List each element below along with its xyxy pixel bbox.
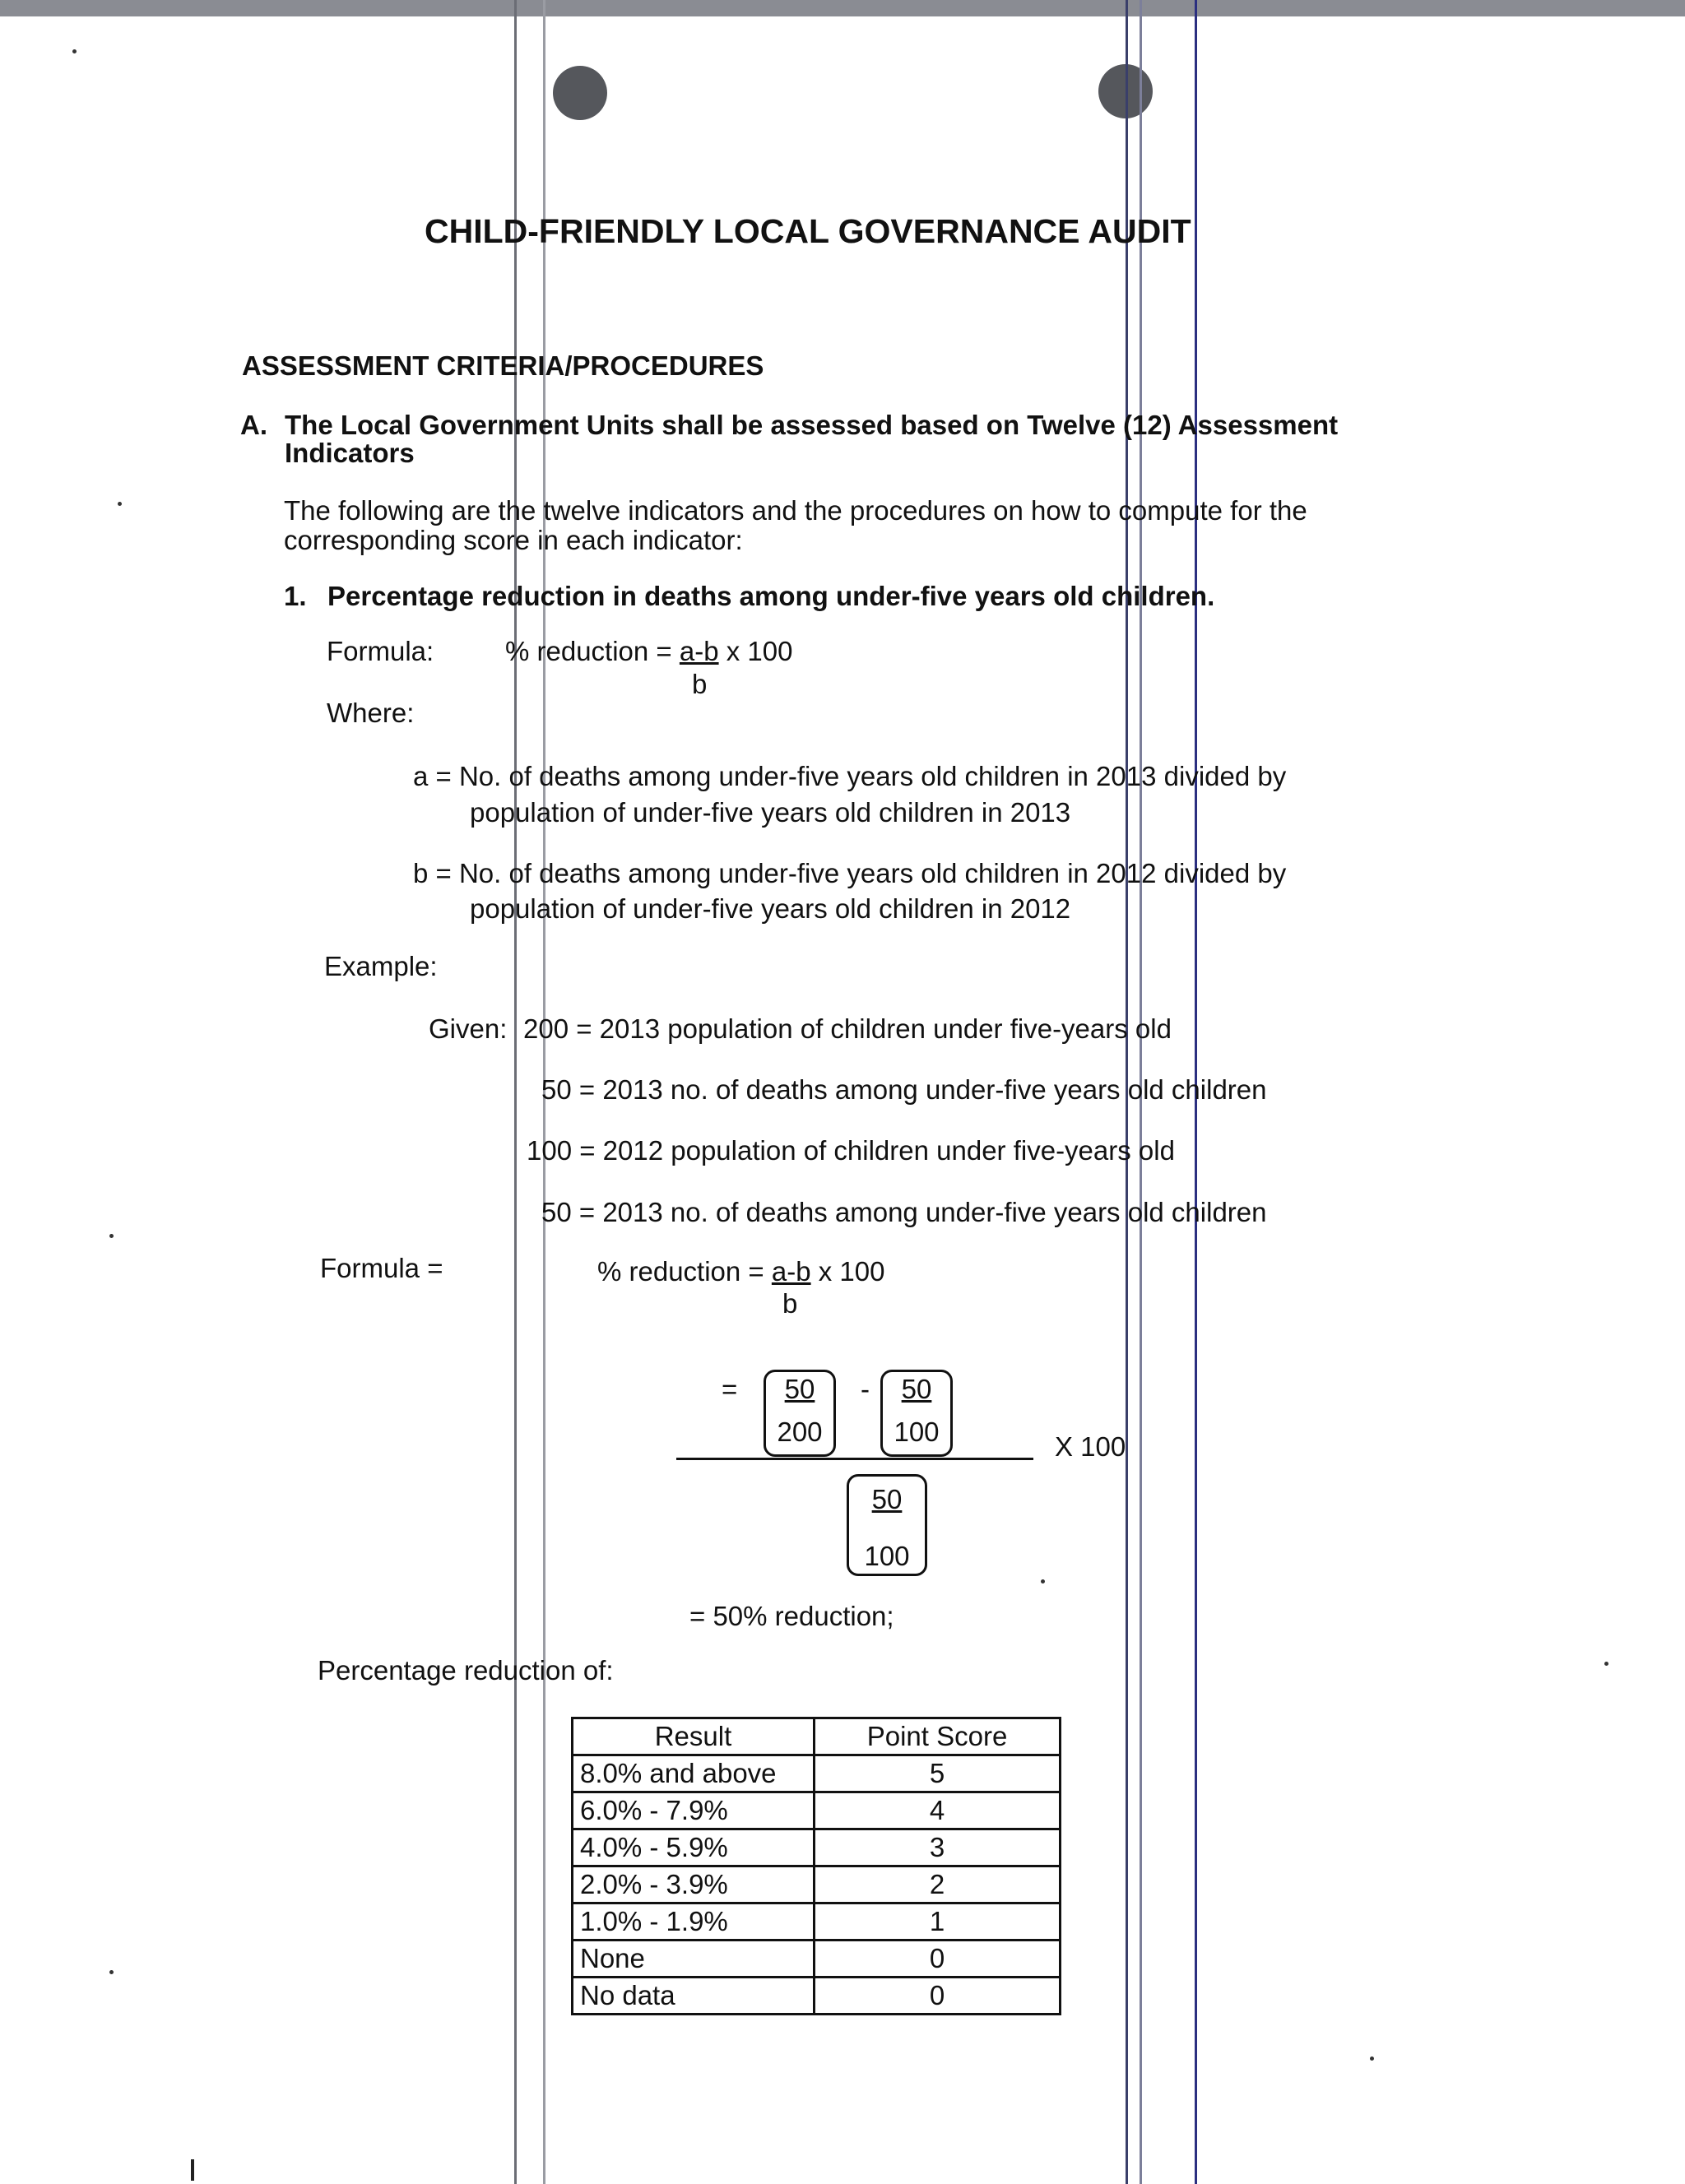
- table-cell-score: 5: [815, 1755, 1061, 1792]
- formula-label: Formula:: [327, 636, 434, 666]
- punch-hole-left: [553, 66, 607, 120]
- example-label: Example:: [324, 951, 438, 981]
- table-cell-score: 3: [815, 1829, 1061, 1866]
- table-cell-result: 8.0% and above: [573, 1755, 815, 1792]
- scan-speck: [72, 49, 77, 53]
- scan-mark: [191, 2159, 194, 2181]
- given-line: 200 = 2013 population of children under five-years old: [523, 1013, 1172, 1044]
- calc-denominator-2: 100: [894, 1417, 940, 1447]
- section-heading: ASSESSMENT CRITERIA/PROCEDURES: [242, 350, 764, 381]
- formula-denominator: b: [692, 669, 708, 699]
- calc-times: X 100: [1055, 1431, 1126, 1462]
- calc-fraction-bar: [676, 1458, 1033, 1460]
- table-cell-result: None: [573, 1941, 815, 1978]
- item-a-text-line1: The Local Government Units shall be assessed based on Twelve (12) Assessment: [285, 410, 1339, 440]
- scan-top-edge: [0, 0, 1685, 16]
- formula2-denominator: b: [782, 1288, 798, 1319]
- given-label: Given:: [429, 1013, 508, 1044]
- table-row: [573, 1978, 1061, 2015]
- calc-numerator-3: 50: [871, 1484, 903, 1514]
- formula-expression: [505, 636, 792, 667]
- scan-speck: [118, 502, 122, 506]
- table-row: [573, 1903, 1061, 1941]
- intro-line2: corresponding score in each indicator:: [284, 525, 743, 555]
- formula-lhs: % reduction =: [505, 636, 680, 666]
- item-a-text-line2: Indicators: [285, 438, 415, 468]
- table-header-result: Result: [573, 1718, 815, 1755]
- scan-line: [514, 0, 517, 2184]
- item-a-marker: A.: [240, 410, 267, 440]
- definition-b-line2: population of under-five years old children in 2012: [470, 893, 1071, 924]
- calc-minus: -: [861, 1374, 870, 1404]
- formula2-expression: [597, 1256, 884, 1287]
- table-row: [573, 1792, 1061, 1829]
- table-cell-score: 4: [815, 1792, 1061, 1829]
- table-header-row: [573, 1718, 1061, 1755]
- formula-numerator: a-b: [679, 636, 719, 666]
- table-cell-result: No data: [573, 1978, 815, 2015]
- given-line: 50 = 2013 no. of deaths among under-five years old children: [541, 1074, 1267, 1105]
- formula2-numerator: a-b: [771, 1256, 811, 1287]
- formula2-lhs: % reduction =: [597, 1256, 772, 1287]
- calc-numerator-1: 50: [784, 1374, 815, 1404]
- formula2-times: x 100: [810, 1256, 885, 1287]
- table-header-point-score: Point Score: [815, 1718, 1061, 1755]
- intro-line1: The following are the twelve indicators and the procedures on how to compute for the: [284, 495, 1307, 526]
- table-cell-result: 4.0% - 5.9%: [573, 1829, 815, 1866]
- table-cell-result: 1.0% - 1.9%: [573, 1903, 815, 1941]
- definition-b-line1: b = No. of deaths among under-five years old children in 2012 divided by: [413, 858, 1287, 888]
- percentage-reduction-label: Percentage reduction of:: [318, 1655, 614, 1686]
- scan-speck: [109, 1970, 114, 1974]
- given-line: 100 = 2012 population of children under five-years old: [527, 1135, 1175, 1166]
- scan-speck: [1604, 1662, 1608, 1666]
- table-row: [573, 1755, 1061, 1792]
- indicator-heading: Percentage reduction in deaths among under-five years old children.: [327, 581, 1215, 611]
- table-cell-result: 6.0% - 7.9%: [573, 1792, 815, 1829]
- calc-result: = 50% reduction;: [689, 1601, 894, 1631]
- scan-speck: [109, 1234, 114, 1238]
- table-cell-result: 2.0% - 3.9%: [573, 1866, 815, 1903]
- table-cell-score: 1: [815, 1903, 1061, 1941]
- definition-a-line2: population of under-five years old children in 2013: [470, 797, 1071, 828]
- formula-times: x 100: [718, 636, 793, 666]
- scan-speck: [1370, 2056, 1374, 2061]
- calc-equals: =: [722, 1374, 738, 1404]
- calc-denominator-1: 200: [777, 1417, 823, 1447]
- document-title: CHILD-FRIENDLY LOCAL GOVERNANCE AUDIT: [425, 212, 1191, 250]
- given-line: 50 = 2013 no. of deaths among under-five years old children: [541, 1197, 1267, 1227]
- table-cell-score: 0: [815, 1978, 1061, 2015]
- definition-a-line1: a = No. of deaths among under-five years old children in 2013 divided by: [413, 761, 1287, 791]
- table-row: [573, 1829, 1061, 1866]
- indicator-number: 1.: [284, 581, 307, 611]
- calc-numerator-2: 50: [901, 1374, 932, 1404]
- table-cell-score: 2: [815, 1866, 1061, 1903]
- table-row: [573, 1866, 1061, 1903]
- scan-speck: [1041, 1579, 1045, 1584]
- table-cell-score: 0: [815, 1941, 1061, 1978]
- point-score-table: [571, 1717, 1061, 2015]
- calc-denominator-3: 100: [864, 1541, 910, 1571]
- table-row: [573, 1941, 1061, 1978]
- formula2-label: Formula =: [320, 1253, 443, 1283]
- where-label: Where:: [327, 698, 415, 728]
